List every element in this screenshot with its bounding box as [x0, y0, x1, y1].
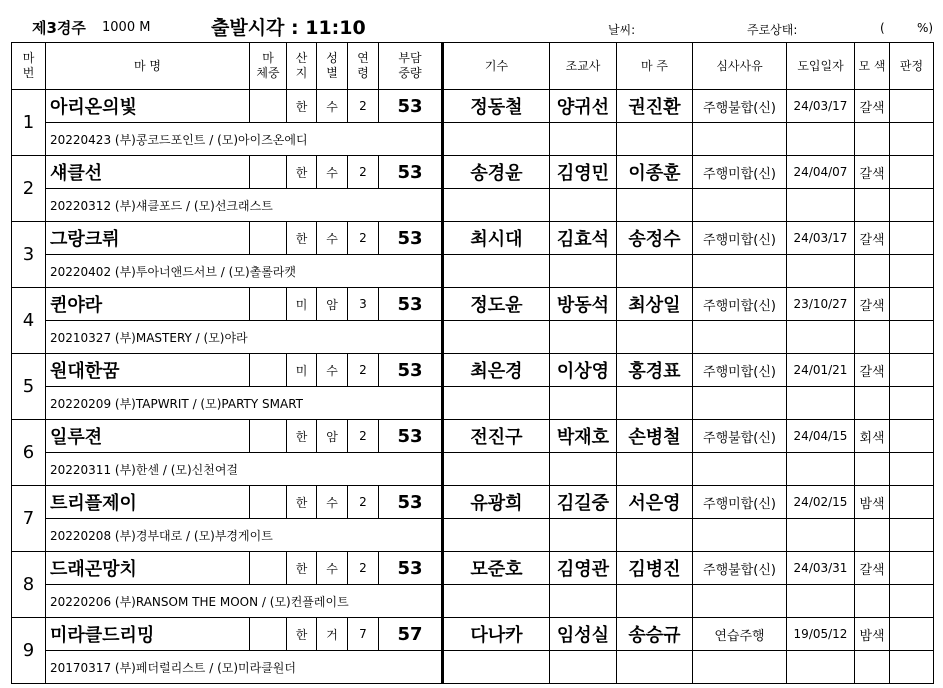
pedigree-row: [12, 453, 934, 486]
col-color: 모 색: [855, 43, 890, 90]
pedigree-row: [12, 321, 934, 354]
col-origin: 산 지: [287, 43, 317, 90]
owner: 홍경표: [617, 354, 693, 387]
review-reason: 주행미합(신): [693, 486, 787, 519]
import-date: 24/03/17: [787, 222, 855, 255]
blank-cell: [855, 387, 890, 420]
blank-cell: [890, 189, 934, 222]
jockey: 송경윤: [443, 156, 550, 189]
horse-sex: 수: [317, 354, 348, 387]
horse-weight: [250, 288, 287, 321]
pedigree: 20210327 (부)MASTERY / (모)야라: [46, 321, 443, 354]
jockey: 최시대: [443, 222, 550, 255]
horse-weight: [250, 552, 287, 585]
horse-sex: 수: [317, 90, 348, 123]
start-time: 출발시각 : 11:10: [211, 17, 366, 39]
horse-sex: 거: [317, 618, 348, 651]
coat-color: 갈색: [855, 552, 890, 585]
entry-row: [12, 90, 934, 123]
blank-cell: [617, 453, 693, 486]
judgment: [890, 552, 934, 585]
blank-cell: [855, 585, 890, 618]
blank-cell: [617, 321, 693, 354]
horse-number: 3: [12, 222, 46, 288]
horse-origin: 한: [287, 90, 317, 123]
horse-name: 일루젼: [46, 420, 250, 453]
blank-cell: [550, 387, 617, 420]
horse-sex: 수: [317, 486, 348, 519]
entry-row: [12, 222, 934, 255]
owner: 손병철: [617, 420, 693, 453]
col-number: 마 번: [12, 43, 46, 90]
blank-cell: [787, 519, 855, 552]
blank-cell: [787, 651, 855, 684]
blank-cell: [693, 387, 787, 420]
owner: 김병진: [617, 552, 693, 585]
blank-cell: [550, 123, 617, 156]
col-age: 연 령: [348, 43, 379, 90]
blank-cell: [550, 519, 617, 552]
blank-cell: [855, 255, 890, 288]
entry-table: [11, 42, 934, 684]
owner: 서은영: [617, 486, 693, 519]
blank-cell: [617, 387, 693, 420]
judgment: [890, 354, 934, 387]
col-judge: 판정: [890, 43, 934, 90]
import-date: 23/10/27: [787, 288, 855, 321]
pedigree-row: [12, 255, 934, 288]
blank-cell: [693, 255, 787, 288]
blank-cell: [443, 321, 550, 354]
import-date: 24/03/31: [787, 552, 855, 585]
review-reason: 주행불합(신): [693, 420, 787, 453]
judgment: [890, 156, 934, 189]
page-header: [0, 0, 943, 42]
blank-cell: [443, 189, 550, 222]
horse-origin: 한: [287, 222, 317, 255]
burden-weight: 53: [379, 552, 443, 585]
horse-origin: 한: [287, 486, 317, 519]
blank-cell: [617, 519, 693, 552]
burden-weight: 53: [379, 222, 443, 255]
horse-age: 7: [348, 618, 379, 651]
blank-cell: [550, 651, 617, 684]
coat-color: 갈색: [855, 156, 890, 189]
coat-color: 갈색: [855, 288, 890, 321]
entry-row: [12, 552, 934, 585]
horse-age: 3: [348, 288, 379, 321]
pedigree-row: [12, 651, 934, 684]
coat-color: 갈색: [855, 354, 890, 387]
horse-age: 2: [348, 222, 379, 255]
burden-weight: 53: [379, 156, 443, 189]
blank-cell: [890, 123, 934, 156]
judgment: [890, 90, 934, 123]
blank-cell: [693, 585, 787, 618]
blank-cell: [443, 255, 550, 288]
blank-cell: [693, 321, 787, 354]
trainer: 김영관: [550, 552, 617, 585]
trainer: 김효석: [550, 222, 617, 255]
blank-cell: [787, 453, 855, 486]
judgment: [890, 420, 934, 453]
race-distance: 1000 M: [102, 20, 151, 35]
pedigree: 20220209 (부)TAPWRIT / (모)PARTY SMART: [46, 387, 443, 420]
review-reason: 연습주행: [693, 618, 787, 651]
burden-weight: 53: [379, 420, 443, 453]
pedigree: 20220402 (부)투아너앤드서브 / (모)촐롤라캣: [46, 255, 443, 288]
jockey: 다나카: [443, 618, 550, 651]
blank-cell: [443, 123, 550, 156]
horse-name: 드래곤망치: [46, 552, 250, 585]
col-name: 마 명: [46, 43, 250, 90]
blank-cell: [617, 255, 693, 288]
trainer: 김길중: [550, 486, 617, 519]
import-date: 19/05/12: [787, 618, 855, 651]
blank-cell: [855, 321, 890, 354]
blank-cell: [890, 585, 934, 618]
horse-weight: [250, 90, 287, 123]
col-trainer: 조교사: [550, 43, 617, 90]
col-weight: 마 체중: [250, 43, 287, 90]
horse-origin: 한: [287, 552, 317, 585]
entry-row: [12, 420, 934, 453]
entry-row: [12, 486, 934, 519]
horse-name: 그랑크뤼: [46, 222, 250, 255]
blank-cell: [617, 585, 693, 618]
blank-cell: [693, 651, 787, 684]
horse-age: 2: [348, 156, 379, 189]
col-date: 도입일자: [787, 43, 855, 90]
horse-weight: [250, 354, 287, 387]
blank-cell: [890, 519, 934, 552]
horse-origin: 한: [287, 156, 317, 189]
import-date: 24/04/07: [787, 156, 855, 189]
blank-cell: [787, 387, 855, 420]
pedigree: 20170317 (부)페더럴리스트 / (모)미라클원더: [46, 651, 443, 684]
percent-open: (: [880, 21, 885, 35]
horse-sex: 수: [317, 156, 348, 189]
entry-row: [12, 288, 934, 321]
review-reason: 주행미합(신): [693, 288, 787, 321]
import-date: 24/04/15: [787, 420, 855, 453]
trainer: 박재호: [550, 420, 617, 453]
blank-cell: [443, 651, 550, 684]
jockey: 정도윤: [443, 288, 550, 321]
col-owner: 마 주: [617, 43, 693, 90]
blank-cell: [550, 585, 617, 618]
pedigree-row: [12, 189, 934, 222]
pedigree: 20220312 (부)섀클포드 / (모)선크래스트: [46, 189, 443, 222]
entry-row: [12, 618, 934, 651]
blank-cell: [787, 585, 855, 618]
horse-age: 2: [348, 90, 379, 123]
col-sex: 성 별: [317, 43, 348, 90]
blank-cell: [890, 453, 934, 486]
blank-cell: [550, 255, 617, 288]
burden-weight: 53: [379, 288, 443, 321]
blank-cell: [787, 123, 855, 156]
blank-cell: [443, 387, 550, 420]
blank-cell: [550, 321, 617, 354]
header-row: [12, 43, 934, 90]
owner: 송승규: [617, 618, 693, 651]
blank-cell: [693, 189, 787, 222]
race-label: 제3경주: [32, 19, 86, 37]
burden-weight: 53: [379, 486, 443, 519]
blank-cell: [617, 189, 693, 222]
horse-number: 7: [12, 486, 46, 552]
pedigree-row: [12, 585, 934, 618]
judgment: [890, 288, 934, 321]
blank-cell: [890, 255, 934, 288]
blank-cell: [855, 123, 890, 156]
burden-weight: 53: [379, 90, 443, 123]
blank-cell: [693, 519, 787, 552]
weather-label: 날씨:: [608, 23, 636, 37]
import-date: 24/01/21: [787, 354, 855, 387]
horse-age: 2: [348, 486, 379, 519]
jockey: 모준호: [443, 552, 550, 585]
horse-weight: [250, 618, 287, 651]
horse-number: 9: [12, 618, 46, 684]
blank-cell: [890, 651, 934, 684]
horse-age: 2: [348, 420, 379, 453]
horse-number: 6: [12, 420, 46, 486]
horse-name: 퀸야라: [46, 288, 250, 321]
coat-color: 밤색: [855, 618, 890, 651]
coat-color: 갈색: [855, 222, 890, 255]
trainer: 방동석: [550, 288, 617, 321]
blank-cell: [890, 387, 934, 420]
pedigree-row: [12, 519, 934, 552]
pedigree-row: [12, 123, 934, 156]
entry-row: [12, 156, 934, 189]
horse-number: 8: [12, 552, 46, 618]
blank-cell: [693, 453, 787, 486]
percent-close: %): [917, 21, 934, 35]
trainer: 임성실: [550, 618, 617, 651]
pedigree: 20220206 (부)RANSOM THE MOON / (모)컨플레이트: [46, 585, 443, 618]
owner: 송정수: [617, 222, 693, 255]
coat-color: 갈색: [855, 90, 890, 123]
horse-weight: [250, 420, 287, 453]
blank-cell: [617, 651, 693, 684]
jockey: 정동철: [443, 90, 550, 123]
blank-cell: [443, 519, 550, 552]
review-reason: 주행미합(신): [693, 354, 787, 387]
blank-cell: [443, 453, 550, 486]
jockey: 전진구: [443, 420, 550, 453]
trainer: 이상영: [550, 354, 617, 387]
horse-origin: 한: [287, 618, 317, 651]
horse-sex: 수: [317, 222, 348, 255]
review-reason: 주행불합(신): [693, 90, 787, 123]
horse-origin: 한: [287, 420, 317, 453]
trainer: 양귀선: [550, 90, 617, 123]
burden-weight: 53: [379, 354, 443, 387]
blank-cell: [787, 189, 855, 222]
review-reason: 주행미합(신): [693, 156, 787, 189]
blank-cell: [787, 321, 855, 354]
pedigree: 20220311 (부)한센 / (모)신천여걸: [46, 453, 443, 486]
horse-number: 4: [12, 288, 46, 354]
owner: 이종훈: [617, 156, 693, 189]
horse-name: 섀클선: [46, 156, 250, 189]
coat-color: 밤색: [855, 486, 890, 519]
col-burden: 부담 중량: [379, 43, 443, 90]
horse-origin: 미: [287, 288, 317, 321]
horse-name: 트리플제이: [46, 486, 250, 519]
horse-age: 2: [348, 552, 379, 585]
track-condition-label: 주로상태:: [747, 23, 798, 37]
judgment: [890, 486, 934, 519]
blank-cell: [855, 651, 890, 684]
judgment: [890, 222, 934, 255]
blank-cell: [855, 453, 890, 486]
review-reason: 주행미합(신): [693, 222, 787, 255]
horse-sex: 암: [317, 288, 348, 321]
horse-number: 1: [12, 90, 46, 156]
owner: 최상일: [617, 288, 693, 321]
horse-sex: 암: [317, 420, 348, 453]
import-date: 24/03/17: [787, 90, 855, 123]
jockey: 최은경: [443, 354, 550, 387]
owner: 권진환: [617, 90, 693, 123]
judgment: [890, 618, 934, 651]
entry-row: [12, 354, 934, 387]
horse-sex: 수: [317, 552, 348, 585]
blank-cell: [443, 585, 550, 618]
blank-cell: [550, 189, 617, 222]
horse-name: 아리온의빛: [46, 90, 250, 123]
review-reason: 주행불합(신): [693, 552, 787, 585]
horse-number: 5: [12, 354, 46, 420]
import-date: 24/02/15: [787, 486, 855, 519]
blank-cell: [855, 519, 890, 552]
horse-name: 미라클드리밍: [46, 618, 250, 651]
blank-cell: [550, 453, 617, 486]
horse-origin: 미: [287, 354, 317, 387]
burden-weight: 57: [379, 618, 443, 651]
blank-cell: [855, 189, 890, 222]
blank-cell: [787, 255, 855, 288]
blank-cell: [890, 321, 934, 354]
pedigree: 20220208 (부)경부대로 / (모)부경게이트: [46, 519, 443, 552]
pedigree-row: [12, 387, 934, 420]
col-jockey: 기수: [443, 43, 550, 90]
blank-cell: [617, 123, 693, 156]
horse-number: 2: [12, 156, 46, 222]
trainer: 김영민: [550, 156, 617, 189]
blank-cell: [693, 123, 787, 156]
horse-weight: [250, 156, 287, 189]
jockey: 유광희: [443, 486, 550, 519]
col-reason: 심사사유: [693, 43, 787, 90]
horse-weight: [250, 222, 287, 255]
pedigree: 20220423 (부)콩코드포인트 / (모)아이즈온에디: [46, 123, 443, 156]
coat-color: 회색: [855, 420, 890, 453]
horse-weight: [250, 486, 287, 519]
horse-name: 원대한꿈: [46, 354, 250, 387]
horse-age: 2: [348, 354, 379, 387]
